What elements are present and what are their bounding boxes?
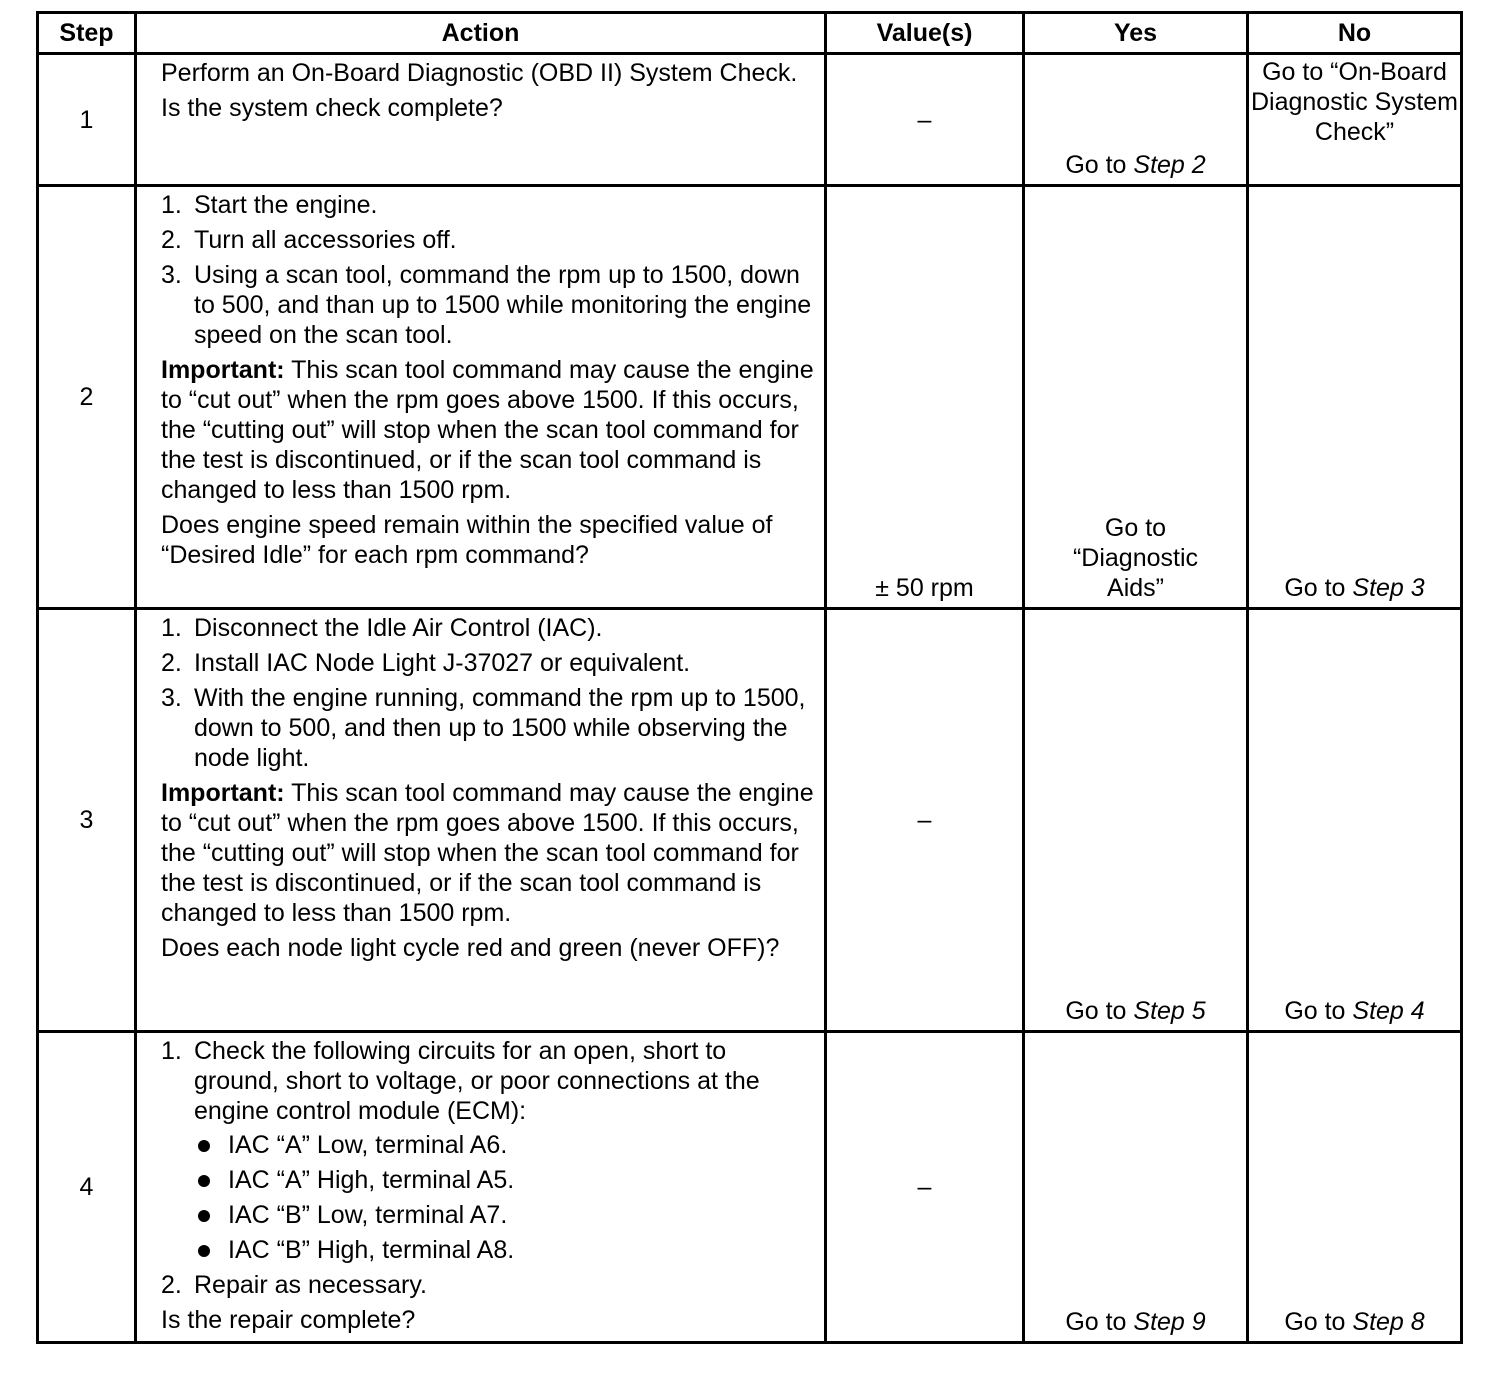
bullet-item: IAC “B” Low, terminal A7. xyxy=(194,1200,814,1230)
list-item: 1. Start the engine. xyxy=(161,191,378,219)
action-steps-list xyxy=(161,190,814,350)
circuit-bullet-list xyxy=(194,1130,814,1265)
important-label: Important: xyxy=(161,356,285,384)
list-item: 2. Repair as necessary. xyxy=(161,1271,427,1299)
no-cell xyxy=(1248,609,1462,1032)
bullet-icon xyxy=(198,1210,210,1222)
no-cell: Go to “On-Board Diagnostic System Check” xyxy=(1248,54,1462,186)
yes-cell xyxy=(1024,186,1248,609)
yes-cell xyxy=(1024,54,1248,186)
value-cell: – xyxy=(826,1032,1024,1343)
yes-cell xyxy=(1024,609,1248,1032)
no-cell xyxy=(1248,186,1462,609)
important-note xyxy=(161,355,814,505)
table-row xyxy=(38,186,1462,609)
list-item: 3. With the engine running, command the rpm up to 1500, down to 500, and then up to 1500 while observing the node light. xyxy=(161,684,806,772)
list-item: 2. Turn all accessories off. xyxy=(161,226,457,254)
diagnostic-table xyxy=(36,11,1463,1344)
list-item: 1. Disconnect the Idle Air Control (IAC). xyxy=(161,614,603,642)
list-item: 2. Install IAC Node Light J-37027 or equivalent. xyxy=(161,649,691,677)
table-row xyxy=(38,1032,1462,1343)
list-item: 3. Using a scan tool, command the rpm up to 1500, down to 500, and than up to 1500 while monitoring the engine speed on the scan tool. xyxy=(161,261,812,349)
list-item: 1. Check the following circuits for an open, short to ground, short to voltage, or poor connections at the engine control module (ECM): IAC “A” Low, terminal A6. IAC “A” High, terminal A5. IAC “B” Low, terminal A7. IAC “B” High, terminal A8. xyxy=(161,1036,814,1265)
important-text: This scan tool command may cause the engine to “cut out” when the rpm goes above 1500. If this occurs, the “cutting out” will stop when the scan tool command for the test is discontinued, or if the scan tool command is changed to less than 1500 rpm. xyxy=(161,356,814,504)
important-text: This scan tool command may cause the engine to “cut out” when the rpm goes above 1500. If this occurs, the “cutting out” will stop when the scan tool command for the test is discontinued, or if the scan tool command is changed to less than 1500 rpm. xyxy=(161,779,814,927)
action-cell xyxy=(136,54,826,186)
action-question: Is the repair complete? xyxy=(161,1306,416,1334)
action-cell xyxy=(136,1032,826,1343)
yes-prefix: Go to xyxy=(1065,997,1134,1025)
header-row xyxy=(38,13,1462,54)
no-step-ref: Step 4 xyxy=(1352,997,1425,1025)
bullet-icon xyxy=(198,1175,210,1187)
important-note xyxy=(161,778,814,928)
yes-prefix: Go to xyxy=(1065,1308,1134,1336)
step-number: 1 xyxy=(38,54,136,186)
no-prefix: Go to xyxy=(1284,574,1353,602)
bullet-item: IAC “B” High, terminal A8. xyxy=(194,1235,814,1265)
yes-step-ref: Step 9 xyxy=(1133,1308,1206,1336)
action-steps-list xyxy=(161,1036,814,1300)
header-action: Action xyxy=(136,13,826,54)
yes-cell xyxy=(1024,1032,1248,1343)
header-yes: Yes xyxy=(1024,13,1248,54)
no-prefix: Go to xyxy=(1284,997,1353,1025)
value-cell: – xyxy=(826,54,1024,186)
header-step: Step xyxy=(38,13,136,54)
yes-prefix: Go to xyxy=(1065,151,1134,179)
action-question: Does engine speed remain within the specified value of “Desired Idle” for each rpm command? xyxy=(161,511,773,569)
table-row xyxy=(38,609,1462,1032)
no-step-ref: Step 8 xyxy=(1352,1308,1425,1336)
no-cell xyxy=(1248,1032,1462,1343)
header-values: Value(s) xyxy=(826,13,1024,54)
bullet-icon xyxy=(198,1245,210,1257)
step-number: 2 xyxy=(38,186,136,609)
value-cell: – xyxy=(826,609,1024,1032)
bullet-item: IAC “A” High, terminal A5. xyxy=(194,1165,814,1195)
yes-text: Go to “Diagnostic Aids” xyxy=(1072,514,1199,602)
action-question: Does each node light cycle red and green (never OFF)? xyxy=(161,934,780,962)
action-steps-list xyxy=(161,613,814,773)
yes-step-ref: Step 2 xyxy=(1133,151,1206,179)
table-row xyxy=(38,54,1462,186)
action-question: Is the system check complete? xyxy=(161,94,503,122)
important-label: Important: xyxy=(161,779,285,807)
action-text: Perform an On-Board Diagnostic (OBD II) System Check. xyxy=(161,59,798,87)
no-prefix: Go to xyxy=(1284,1308,1353,1336)
action-cell xyxy=(136,186,826,609)
bullet-icon xyxy=(198,1140,210,1152)
step-number: 4 xyxy=(38,1032,136,1343)
value-cell: ± 50 rpm xyxy=(826,186,1024,609)
action-cell xyxy=(136,609,826,1032)
header-no: No xyxy=(1248,13,1462,54)
step-number: 3 xyxy=(38,609,136,1032)
yes-step-ref: Step 5 xyxy=(1133,997,1206,1025)
no-step-ref: Step 3 xyxy=(1352,574,1425,602)
bullet-item: IAC “A” Low, terminal A6. xyxy=(194,1130,814,1160)
